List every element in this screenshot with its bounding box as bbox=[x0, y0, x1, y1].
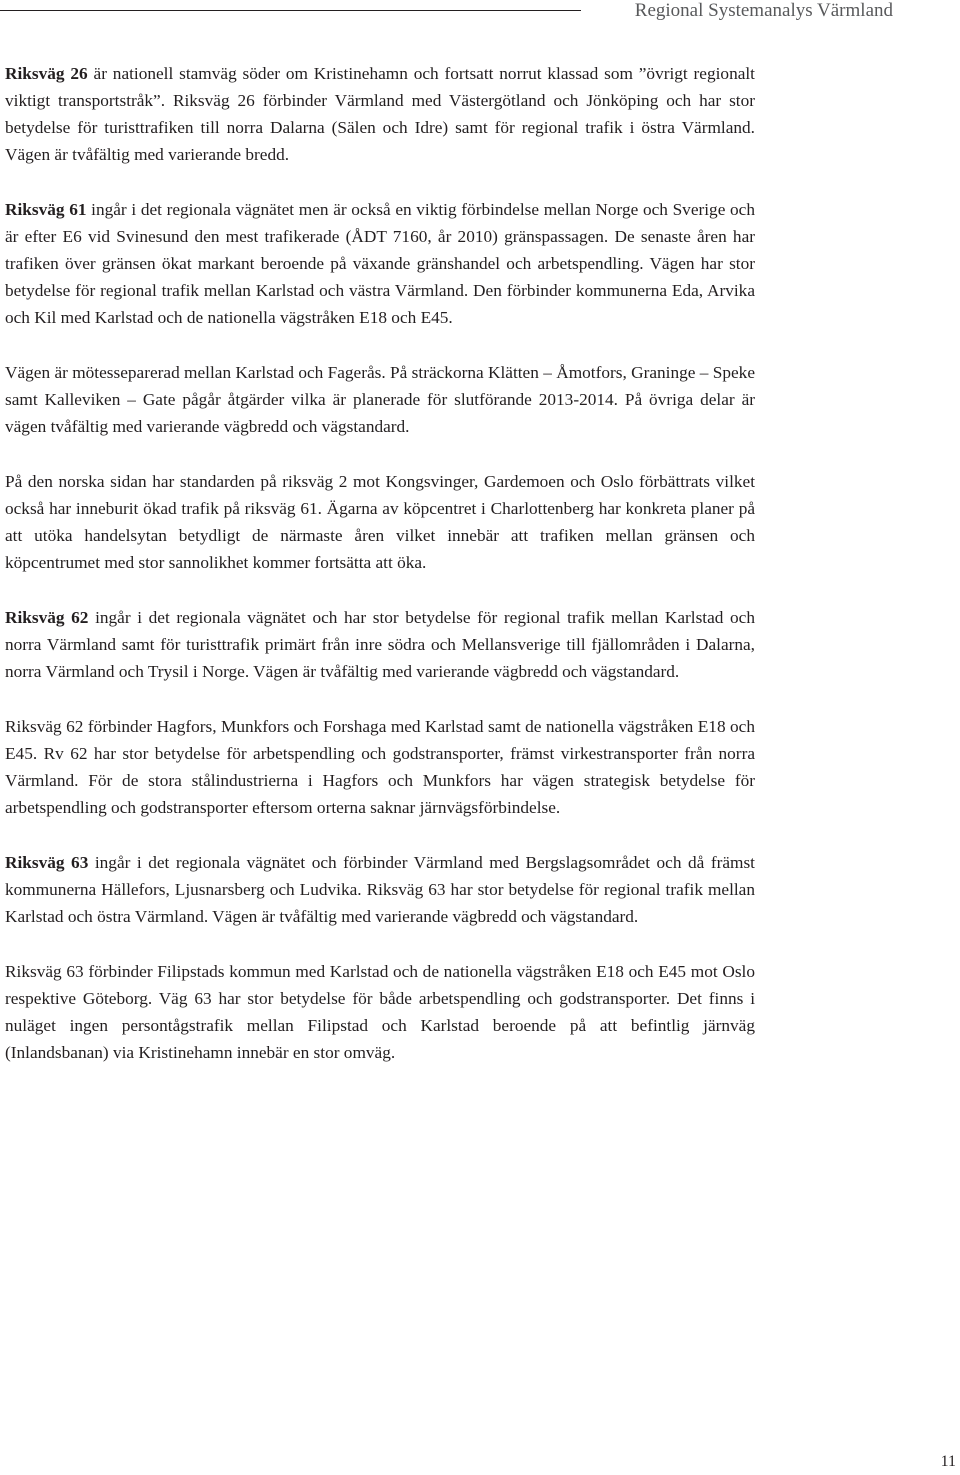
paragraph-text: Riksväg 62 förbinder Hagfors, Munkfors och Forshaga med Karlstad samt de nationella vägstråken E18 och E45. Rv 62 har stor betydelse för arbetspendling och godstransporter, främst virkestransporter från norra Värmland. För de stora stålindustrierna i Hagfors och Munkfors har vägen strategisk betydelse för arbetspendling och godstransporter eftersom orterna saknar järnvägsförbindelse. bbox=[5, 717, 755, 817]
running-head-title: Regional Systemanalys Värmland bbox=[634, 0, 893, 21]
paragraph-text: ingår i det regionala vägnätet och förbinder Värmland med Bergslagsområdet och då främst kommunerna Hällefors, Ljusnarsberg och Ludvika. Riksväg 63 har stor betydelse för regional trafik mellan Karlstad och östra Värmland. Vägen är tvåfältig med varierande vägbredd och vägstandard. bbox=[5, 853, 755, 926]
paragraph-riksvag-63 bbox=[5, 849, 755, 930]
body-text bbox=[5, 60, 755, 1094]
paragraph-text: På den norska sidan har standarden på riksväg 2 mot Kongsvinger, Gardemoen och Oslo förbättrats vilket också har inneburit ökad trafik på riksväg 61. Ägarna av köpcentret i Charlottenberg har konkreta planer på att utöka handelsytan betydligt de närmaste åren vilket innebär att trafiken mellan gränsen och köpcentrumet med stor sannolikhet kommer fortsätta att öka. bbox=[5, 472, 755, 572]
paragraph-text: Vägen är mötesseparerad mellan Karlstad och Fagerås. På sträckorna Klätten – Åmotfors, Graninge – Speke samt Kalleviken – Gate pågår åtgärder vilka är planerade för slutförande 2013-2014. På övriga delar är vägen tvåfältig med varierande vägbredd och vägstandard. bbox=[5, 363, 755, 436]
header-rule bbox=[0, 10, 581, 11]
paragraph-riksvag-62-connections bbox=[5, 713, 755, 821]
paragraph-text: ingår i det regionala vägnätet men är också en viktig förbindelse mellan Norge och Sverige och är efter E6 vid Svinesund den mest trafikerade (ÅDT 7160, år 2010) gränspassagen. De senaste åren har trafiken över gränsen ökat markant beroende på växande gränshandel och arbetspendling. Vägen har stor betydelse för regional trafik mellan Karlstad och västra Värmland. Den förbinder kommunerna Eda, Arvika och Kil med Karlstad och de nationella vägstråken E18 och E45. bbox=[5, 200, 755, 327]
paragraph-riksvag-62 bbox=[5, 604, 755, 685]
paragraph-norwegian-side bbox=[5, 468, 755, 576]
paragraph-lead: Riksväg 63 bbox=[5, 853, 89, 872]
paragraph-riksvag-61-upgrades bbox=[5, 359, 755, 440]
paragraph-text: är nationell stamväg söder om Kristinehamn och fortsatt norrut klassad som ”övrigt regionalt viktigt transportstråk”. Riksväg 26 förbinder Värmland med Västergötland och Jönköping och har stor betydelse för turisttrafiken till norra Dalarna (Sälen och Idre) samt för regional trafik i östra Värmland. Vägen är tvåfältig med varierande bredd. bbox=[5, 64, 755, 164]
paragraph-lead: Riksväg 26 bbox=[5, 64, 88, 83]
page-number: 11 bbox=[940, 1453, 956, 1470]
paragraph-lead: Riksväg 62 bbox=[5, 608, 89, 627]
paragraph-text: Riksväg 63 förbinder Filipstads kommun med Karlstad och de nationella vägstråken E18 och E45 mot Oslo respektive Göteborg. Väg 63 har stor betydelse för både arbetspendling och godstransporter. Det finns i nuläget ingen persontågstrafik mellan Filipstad och Karlstad beroende på att befintlig järnväg (Inlandsbanan) via Kristinehamn innebär en stor omväg. bbox=[5, 962, 755, 1062]
paragraph-text: ingår i det regionala vägnätet och har stor betydelse för regional trafik mellan Karlstad och norra Värmland samt för turisttrafik primärt från inre södra och Mellansverige till fjällområden i Dalarna, norra Värmland och Trysil i Norge. Vägen är tvåfältig med varierande vägbredd och vägstandard. bbox=[5, 608, 755, 681]
paragraph-riksvag-26 bbox=[5, 60, 755, 168]
paragraph-lead: Riksväg 61 bbox=[5, 200, 87, 219]
paragraph-riksvag-63-connections bbox=[5, 958, 755, 1066]
paragraph-riksvag-61 bbox=[5, 196, 755, 331]
